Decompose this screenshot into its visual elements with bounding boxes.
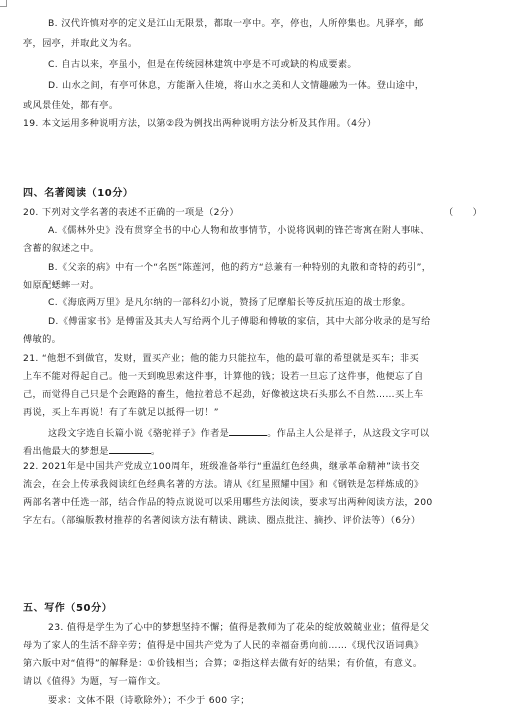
question-19: 19. 本文运用多种说明方法，以第②段为例找出两种说明方法分析及其作用。（4分） — [23, 118, 377, 129]
q21-quote-line1: 21. “他想不到做官，发财，置买产业；他的能力只能拉车，他的最可靠的希望就是买车；非买 — [23, 353, 420, 364]
q21-prompt-line2 — [23, 443, 160, 458]
q20-option-b-line2: 如原配蟋蟀一对。 — [23, 280, 100, 291]
q22-line3: 两部名著中任选一部，结合作品的特点说说可以采用哪些方法阅读，要求写出两种阅读方法，200 — [23, 497, 433, 508]
q21-quote-line4: 再说，买上车再说！有了车就足以抵得一切！” — [23, 407, 219, 418]
q21-quote-line2: 上车不能对得起自己。他一天到晚思索这件事，计算他的钱；设若一旦忘了这件事，他便忘了自 — [23, 371, 424, 382]
q21-prompt-text-a: 这段文字选自长篇小说《骆驼祥子》作者是 — [48, 428, 230, 439]
q21-prompt-text-b: 。作品主人公是祥子，从这段文字可以 — [267, 428, 430, 439]
q20-option-a-line2: 含蓄的叙述之中。 — [23, 243, 100, 254]
q18-option-b-line2: 亭，园亭，并取此义为名。 — [23, 38, 138, 49]
corner-crop-mark — [0, 0, 7, 7]
q18-option-d-line1: D. 山水之间，有亭可休息，方能渐入佳境，将山水之美和人文情趣融为一体。登山途中， — [48, 80, 425, 91]
q20-option-c: C.《海底两万里》是凡尔纳的一部科幻小说，赞扬了尼摩船长等反抗压迫的战士形象。 — [48, 297, 411, 308]
q23-line4: 请以《值得》为题，写一篇作文。 — [23, 676, 167, 687]
q21-dream-end: 。 — [150, 446, 161, 457]
q23-line2: 母为了家人的生活不辞辛劳；值得是中国共产党为了人民的幸福奋勇向前……《现代汉语词典》 — [23, 640, 424, 651]
q21-quote-line3: 己，而觉得自己只是个会跑路的畜生，他拉着总不起劲，好像被这块石头那么不自然……买上车 — [23, 389, 424, 400]
q22-line1: 22. 2021年是中国共产党成立100周年，班级准备举行“重温红色经典，继承革命精神”读书交 — [23, 461, 420, 472]
q21-dream-blank[interactable] — [109, 443, 151, 454]
question-20-stem: 20. 下列对文学名著的表述不正确的一项是（2分） — [23, 207, 239, 218]
q23-line1: 23. 值得是学生为了心中的梦想坚持不懈；值得是教师为了花朵的绽放兢兢业业；值得是父 — [48, 622, 430, 633]
q21-author-blank[interactable] — [229, 425, 267, 436]
q20-option-b-line1: B.《父亲的病》中有一个“名医”陈莲河，他的药方“总兼有一种特别的丸散和奇特的药引”， — [48, 262, 432, 273]
question-20-answer-brackets: （ ） — [444, 207, 483, 218]
q18-option-d-line2: 或风景佳处，都有亭。 — [23, 100, 119, 111]
q22-line4: 字左右。（部编版教材推荐的名著阅读方法有精读、跳读、圈点批注、摘抄、评价法等）（6分） — [23, 515, 421, 526]
q23-line3: 第六版中对“值得”的解释是：①价钱相当；合算；②指这样去做有好的结果；有价值，有意义。 — [23, 658, 423, 669]
q18-option-c: C. 自古以来，亭虽小，但是在传统园林建筑中亭是不可或缺的构成要素。 — [48, 59, 357, 70]
q20-option-d-line1: D.《傅雷家书》是傅雷及其夫人写给两个儿子傅聪和傅敏的家信，其中大部分收录的是写给 — [48, 316, 431, 327]
q21-prompt-line1 — [48, 425, 429, 440]
q23-requirements: 要求：文体不限（诗歌除外）；不少于 600 字； — [48, 695, 250, 706]
q21-dream-text: 看出他最大的梦想是 — [23, 446, 109, 457]
section-5-heading: 五、写作（50分） — [23, 603, 113, 614]
q20-option-a-line1: A.《儒林外史》没有贯穿全书的中心人物和故事情节，小说将讽刺的锋芒寄寓在附人事味、 — [48, 225, 430, 236]
q22-line2: 流会，在会上传承我阅读红色经典名著的方法。请从《红星照耀中国》和《钢铁是怎样炼成的》 — [23, 479, 424, 490]
q20-option-d-line2: 傅敏的。 — [23, 334, 62, 345]
section-4-heading: 四、名著阅读（10分） — [23, 188, 134, 199]
q18-option-b-line1: B. 汉代许慎对亭的定义是江山无限景，都取一亭中。亭，停也，人所停集也。凡驿亭，邮 — [48, 18, 424, 29]
